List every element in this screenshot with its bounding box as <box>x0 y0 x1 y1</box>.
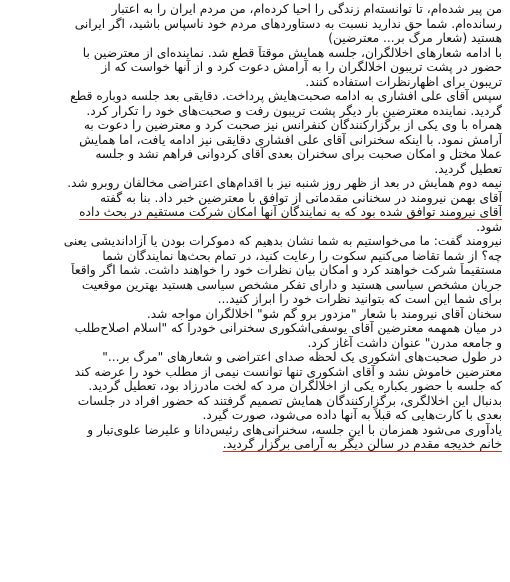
text-line: نیرومند گفت: ما می‌خواستیم به شما نشان بدهیم که دموکرات بودن یا آزاداندیشی یعنی <box>63 234 502 248</box>
text-line: نیمه دوم همایش در بعد از ظهر روز شنبه نیز با اقدام‌های اعتراضی مخالفان روبرو شد. <box>67 176 502 190</box>
text-line: چه؟ از شما تقاضا می‌کنیم سکوت را رعایت کنید، در تمام بحث‌ها نمایندگان شما <box>102 248 502 263</box>
paragraph-3 <box>6 89 502 176</box>
text-line: حضور در پشت تریبون اخلالگران را به آرامش دعوت کرد و از آنها خواست که از <box>101 60 502 74</box>
text-line: عملا مختل و امکان صحبت برای سخنران بعدی آقای کردوانی فراهم نشد و جلسه <box>95 147 502 161</box>
text-line: تعطیل گردید. <box>434 161 502 176</box>
paragraph-8 <box>6 423 502 452</box>
text-line: در میان همهمه معترضین آقای یوسفی‌اشکوری سخنرانی خودرا که "اسلام اصلاح‌طلب <box>74 321 502 335</box>
paragraph-6 <box>6 307 502 351</box>
text-line: مستقیماً شرکت خواهند کرد و امکان بیان نظرات خود را خواهند داشت. شما اگر واقعاً <box>71 263 502 277</box>
text-line: برای شما این است که بتوانید نظرات خود را ابراز کنید... <box>217 292 502 306</box>
paragraph-1 <box>6 2 502 46</box>
paragraph-5 <box>6 234 502 307</box>
text-line: جریان مشخص سیاسی هستید و دارای تفکر مشخص سیاسی هستید بهترین موقعیت <box>81 277 502 292</box>
text-line: تریبون برای اظهارنظرات استفاده کنند. <box>305 74 502 89</box>
text-line: یادآوری می‌شود همزمان با این جلسه، سخنرانی‌های رئیس‌دانا و علیرضا علوی‌تبار و <box>87 422 502 437</box>
text-line: که جلسه با حضور یکباره یکی از اخلالگران مرد که لخت مادرزاد بود، تعطیل گردید. <box>88 379 502 393</box>
paragraph-2 <box>6 46 502 90</box>
paragraph-7 <box>6 350 502 423</box>
underlined-text-line: آقای نیرومند توافق شده بود که به نمایندگان آنها امکان شرکت مستقیم در بحث داده <box>79 205 502 219</box>
text-line: بعدی با کارت‌هایی که قبلاً به آنها داده می‌شود، صورت گیرد. <box>202 408 502 422</box>
text-line: من پیر شده‌ام، تا توانسته‌ام زندگی را احیا کرده‌ام، من مردم ایران را به اعتبار <box>111 2 502 16</box>
text-line: آرامش نمود. با اینکه سخنرانی آقای علی افشاری دقایقی نیز ادامه یافت، اما همایش <box>79 132 502 147</box>
underlined-text-line: آقای بهمن نیرومند در سخنانی مقدماتی از توافق با معترضین خبر داد. بنا به گفته <box>99 190 502 205</box>
paragraph-4 <box>6 176 502 234</box>
text-line: در طول صحبت‌های اشکوری یک لحظه صدای اعتراضی و شعارهای "مرگ بر..." <box>102 350 502 364</box>
text-line: گردید. نماینده معترضین بار دیگر پشت تریبون رفت و صحبت‌های خود را تکرار کرد. <box>86 103 502 118</box>
text-line: با ادامه شعارهای اخلالگران، جلسه همایش موقتاً قطع شد. نماینده‌ای از معترضین با <box>82 45 502 60</box>
underlined-text-line: خانم خدیجه مقدم در سالن دیگر به آرامی برگزار گردید. <box>222 437 502 451</box>
text-line: رسانده‌ام. شما حق ندارید نسبت به دستاوردهای مردم خود ناسپاس باشید، اگر ایرانی <box>74 16 502 31</box>
text-line: معترضین خاموش نشد و آقای اشکوری تنها توانست نیمی از مطلب خود را عرضه کند <box>74 364 502 379</box>
text-line: و جامعه مدرن" عنوان داشت آغاز کرد. <box>307 335 502 350</box>
text-line: هستید (شعار مرگ بر... معترضین) <box>328 31 502 45</box>
text-line: شود. <box>476 219 502 234</box>
text-line: بدنبال این اخلالگری، برگزارکنندگان همایش تصمیم گرفتند که حضور افراد در جلسات <box>77 393 502 408</box>
underlined-text-line: سخنان آقای نیرومند با شعار "مزدور برو گم شو" اخلالگران مواجه شد. <box>146 306 502 321</box>
text-line: سپس آقای علی افشاری به ادامه صحبت‌هایش پرداخت. دقایقی بعد جلسه دوباره قطع <box>70 89 502 103</box>
text-line: همراه با وی یکی از برگزارکنندگان کنفرانس نیز صحبت کرد و معترضین را دعوت به <box>83 118 502 132</box>
